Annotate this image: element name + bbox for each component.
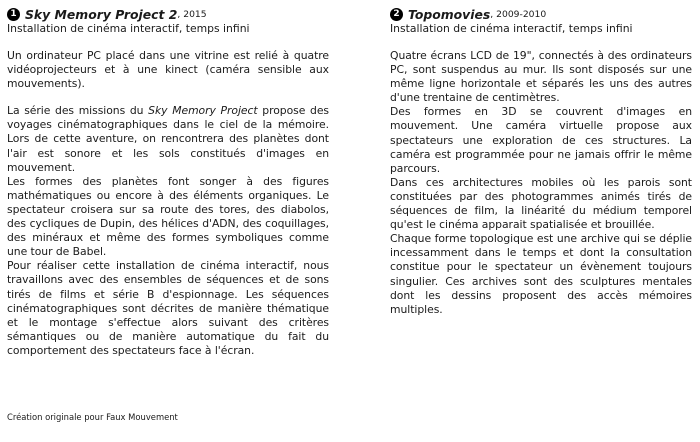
left-title: Sky Memory Project 2 bbox=[25, 6, 178, 22]
right-column bbox=[390, 6, 692, 317]
left-paragraph-2-end: propose des voyages cinématographiques dans le ciel de la mémoire. Lors de cette aventure, on rencontrera des planètes dont l'air est sonore et les sols constitués d'images en mouvement. bbox=[7, 104, 329, 174]
number-badge-2: 2 bbox=[390, 8, 403, 21]
left-paragraph-1: Un ordinateur PC placé dans une vitrine est relié à quatre vidéoprojecteurs et à une kinect (caméra sensible aux mouvements). bbox=[7, 49, 329, 91]
left-paragraph-3: Les formes des planètes font songer à des figures mathématiques ou encore à des éléments organiques. Le spectateur croisera sur sa route des tores, des diabolos, des cycliques de Dupin, des hélices d'ADN, des coquillages, des minéraux et même des formes symboliques comme une tour de Babel. bbox=[7, 174, 329, 259]
left-paragraph-2-start: La série des missions du bbox=[7, 104, 149, 118]
left-year: , 2015 bbox=[177, 8, 207, 20]
number-badge-1: 1 bbox=[7, 8, 20, 21]
left-heading bbox=[7, 6, 329, 22]
right-subtitle: Installation de cinéma interactif, temps infini bbox=[390, 22, 633, 35]
right-paragraph-4: Chaque forme topologique est une archive qui se déplie incessamment dans le temps et dont la consultation constitue pour le spectateur un évènement toujours singulier. Ces archives sont des sculptures mentales dont les dessins proposent des accès mémoires multiples. bbox=[390, 232, 692, 316]
left-paragraph-2-italic: Sky Memory Project bbox=[148, 104, 258, 118]
footer-credit: Création originale pour Faux Mouvement bbox=[7, 412, 178, 422]
right-title: Topomovies bbox=[408, 6, 491, 22]
right-heading bbox=[390, 6, 692, 22]
right-paragraph-3: Dans ces architectures mobiles où les parois sont constituées par des photogrammes animés tirés de séquences de film, la linéarité du médium temporel qu'est le cinéma apparait spatialisée et brouillée. bbox=[390, 175, 692, 232]
left-column bbox=[7, 6, 329, 358]
left-subtitle: Installation de cinéma interactif, temps infini bbox=[7, 22, 250, 35]
left-paragraph-4: Pour réaliser cette installation de cinéma interactif, nous travaillons avec des ensembles de séquences et de sons tirés de films et série B d'espionnage. Les séquences cinématographiques sont décrites de manière thématique et le montage s'effectue alors suivant des critères sémantiques ou de manière automatique du fait du comportement des spectateurs face à l'écran. bbox=[7, 259, 329, 357]
right-paragraph-2: Des formes en 3D se couvrent d'images en mouvement. Une caméra virtuelle propose aux spectateurs une exploration de ces structures. La caméra est programmée pour ne jamais offrir le même parcours. bbox=[390, 105, 692, 175]
right-paragraph-1: Quatre écrans LCD de 19", connectés à des ordinateurs PC, sont suspendus au mur. Ils sont disposés sur une même ligne horizontale et séparés les uns des autres d'une trentaine de centimètres. bbox=[390, 49, 692, 105]
left-paragraph-2 bbox=[7, 104, 329, 174]
right-year: , 2009-2010 bbox=[490, 8, 547, 20]
